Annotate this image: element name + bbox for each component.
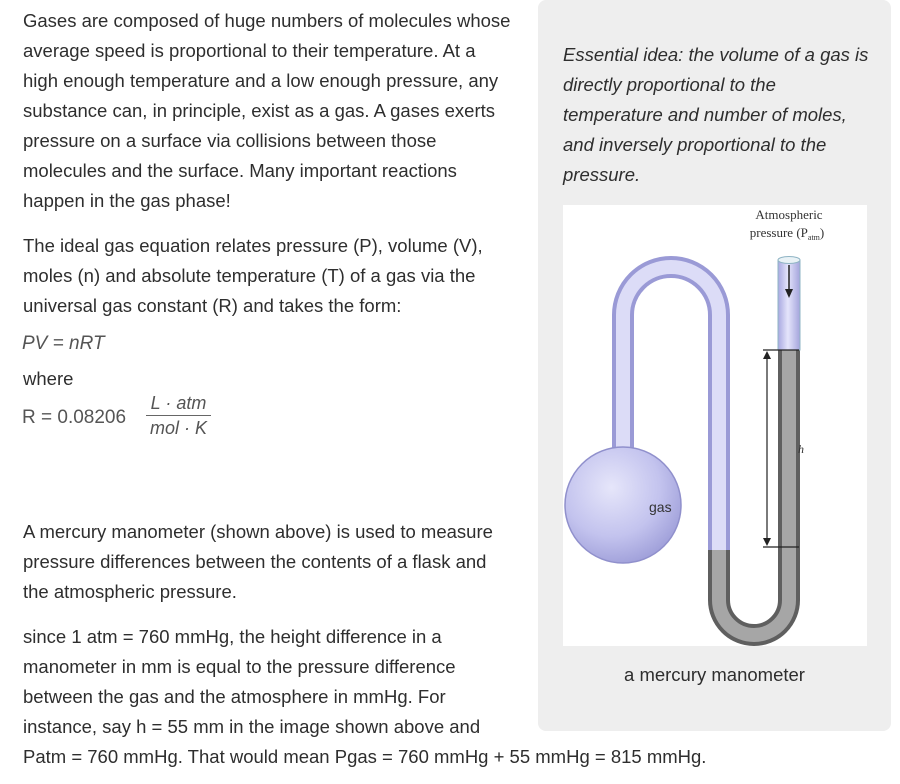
h-arrow-down xyxy=(763,538,771,546)
gas-constant-units xyxy=(146,393,211,439)
manometer-diagram xyxy=(563,205,867,646)
example-paragraph-last-line: Patm = 760 mmHg. That would mean Pgas = 760 mmHg + 55 mmHg = 815 mmHg. xyxy=(23,746,707,767)
gas-label: gas xyxy=(649,499,672,515)
essential-idea: Essential idea: the volume of a gas is directly proportional to the temperature and number of moles, and inversely proportional to the pressure. xyxy=(563,44,869,185)
atm-label-line2 xyxy=(750,225,824,242)
sidebar-box xyxy=(538,0,891,731)
h-arrow-up xyxy=(763,351,771,359)
atm-label-line1: Atmospheric xyxy=(755,207,823,222)
example-paragraph: since 1 atm = 760 mmHg, the height difference in a manometer in mm is equal to the pressure difference between the gas and the atmosphere in mmHg. For instance, say h = 55 mm in the image shown above and xyxy=(23,626,481,737)
atm-subscript: atm xyxy=(807,233,820,242)
ideal-gas-equation: PV = nRT xyxy=(22,333,105,354)
gas-constant-value: R = 0.08206 xyxy=(22,407,127,428)
manometer-paragraph: A mercury manometer (shown above) is used to measure pressure differences between the contents of a flask and the atmospheric pressure. xyxy=(23,521,493,602)
atm-label-text: pressure (P xyxy=(749,225,808,240)
fraction-bar xyxy=(146,415,211,416)
units-numerator: L · atm xyxy=(150,393,207,413)
ideal-gas-paragraph: The ideal gas equation relates pressure (P), volume (V), moles (n) and absolute temperature (T) of a gas via the universal gas constant (R) and takes the form: xyxy=(23,235,483,316)
h-label: h xyxy=(798,442,804,456)
where-label: where xyxy=(23,368,74,389)
intro-paragraph: Gases are composed of huge numbers of molecules whose average speed is proportional to their temperature. At a high enough temperature and a low enough pressure, any substance can, in principle, exist as a gas. A gases exerts pressure on a surface via collisions between those molecules and the surface. Many important reactions happen in the gas phase! xyxy=(23,10,511,211)
atm-label-close: ) xyxy=(819,225,825,240)
figure-caption: a mercury manometer xyxy=(624,664,805,685)
manometer-figure xyxy=(563,205,867,646)
units-denominator: mol · K xyxy=(150,418,208,438)
tube-opening xyxy=(778,257,800,264)
